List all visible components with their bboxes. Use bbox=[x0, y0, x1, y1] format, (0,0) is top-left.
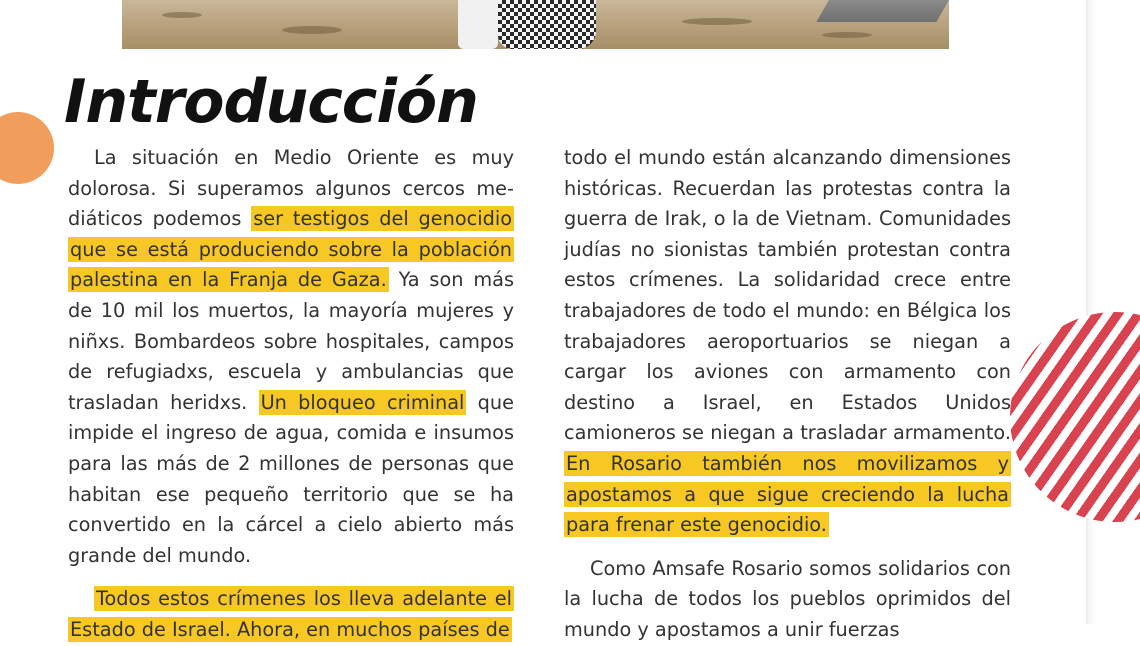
highlighted-text: ser testigos del genocidio que se está produciendo sobre la población palestina en la Franja de Gaza. bbox=[70, 207, 512, 292]
photo-detail bbox=[162, 12, 202, 18]
orange-decoration bbox=[0, 112, 54, 184]
photo-road bbox=[816, 0, 949, 22]
header-photo bbox=[122, 0, 949, 49]
body-text: todo el mundo están alcanzando dimensiones históricas. Recuerdan las protestas contra la guerra de Irak, o la de Vietnam. Comunidades judías no sionistas también protestan contra estos crímenes. La solidaridad crece entre trabajadores de todo el mundo: en Bélgica los trabajadores aeroportuarios se niegan a cargar los aviones con armamento con destino a Israel, en Estados Unidos camioneros se niegan a trasladar armamento. bbox=[564, 146, 1011, 445]
photo-person bbox=[452, 0, 602, 49]
photo-person-keffiyeh bbox=[498, 0, 596, 49]
body-text: La situación en Medio Oriente es muy dolorosa. Si superamos algunos cercos mediáticos podemos bbox=[68, 146, 514, 231]
highlighted-text: Un bloqueo criminal bbox=[260, 390, 465, 414]
photo-detail bbox=[682, 18, 752, 25]
paragraph bbox=[564, 143, 1011, 541]
paragraph bbox=[564, 554, 1011, 646]
photo-detail bbox=[822, 32, 872, 38]
body-text: Ya son más de 10 mil los muertos, la mayoría mujeres y niñxs. Bombardeos sobre hospitales, campos de refugiadxs, escuela y ambulancias que trasladan heridxs. bbox=[68, 268, 515, 414]
highlighted-text: En Rosario también nos movilizamos y apostamos a que sigue creciendo la lucha para frenar este genocidio. bbox=[566, 451, 1009, 537]
left-column bbox=[68, 143, 514, 646]
paragraph bbox=[68, 584, 514, 645]
right-column bbox=[564, 143, 1011, 646]
page-title: Introducción bbox=[64, 67, 478, 137]
paragraph bbox=[68, 143, 514, 571]
photo-person-shirt bbox=[458, 0, 498, 49]
highlighted-text: Todos estos crímenes los lleva adelante el Estado de Israel. Ahora, en muchos países de bbox=[70, 587, 512, 641]
striped-circle-decoration bbox=[1010, 312, 1140, 522]
body-text: Como Amsafe Rosario somos solidarios con la lucha de todos los pueblos oprimidos del mundo y apostamos a unir fuerzas bbox=[564, 556, 1011, 641]
photo-detail bbox=[282, 26, 342, 34]
body-text: que impide el ingreso de agua, comida e insumos para las más de 2 millones de personas que habitan ese pequeño territorio que se ha convertido en la cárcel a cielo abierto más grande del mundo. bbox=[68, 390, 514, 567]
